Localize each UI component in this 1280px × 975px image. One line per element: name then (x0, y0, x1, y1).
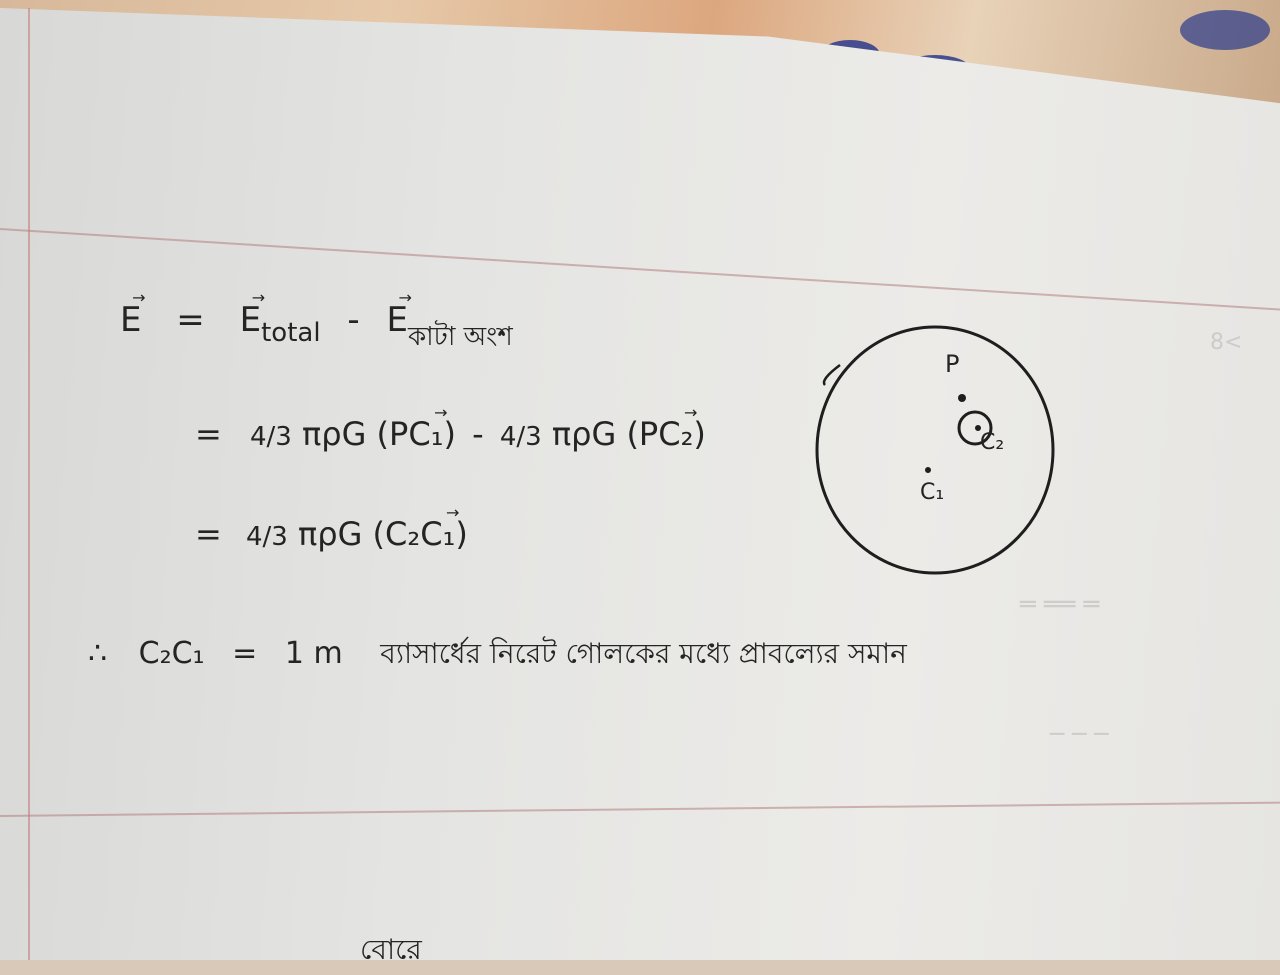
distance-value: 1 m (284, 636, 343, 671)
fraction-4-3: 4/3 (245, 522, 288, 552)
equation-line-3: = 4/3 πρG (C₂C₁ → ) (195, 503, 468, 553)
conclusion-bengali-text: ব্যাসার্ধের নিরেট গোলকের মধ্যে প্রাবল্যের সমান (380, 637, 907, 670)
label-c1: C₁ (920, 480, 945, 505)
point-p-dot (958, 394, 966, 402)
fraction-4-3: 4/3 (499, 422, 542, 452)
equals-sign: = (195, 415, 222, 453)
large-sphere-outline (817, 327, 1053, 573)
total-subscript: total (261, 318, 321, 348)
label-c2: C₂ (980, 430, 1005, 455)
bottom-partial-text: বোরে (360, 933, 422, 966)
pi-rho-g: πρG (302, 415, 367, 453)
page-margin-line (28, 8, 30, 960)
pi-rho-g: πρG (298, 515, 363, 553)
minus-sign: - (347, 300, 360, 340)
conclusion-line (88, 632, 907, 679)
equals-sign: = (176, 300, 205, 340)
pi-rho-g: πρG (551, 415, 617, 453)
vector-pc1: PC₁ → (389, 403, 448, 453)
fraction-4-3: 4/3 (249, 422, 292, 452)
sphere-diagram (800, 325, 1070, 585)
notebook-page (0, 8, 1280, 960)
equals-sign: = (195, 515, 222, 553)
sphere-sketch (800, 325, 1070, 585)
equals-sign: = (232, 636, 258, 671)
minus-sign: - (472, 415, 484, 453)
label-p: P (945, 350, 960, 378)
bleed-through-mark: ═ ══ ═ (1020, 590, 1100, 620)
vector-e-cut: E → (386, 288, 412, 340)
vector-c2c1: C₂C₁ → (385, 503, 460, 553)
c2c1-distance: C₂C₁ (138, 636, 205, 671)
cut-part-subscript: কাটা অংশ (407, 322, 513, 352)
fabric-pattern-blob (1180, 10, 1270, 50)
therefore-symbol: ∴ (88, 636, 108, 671)
vector-e: E → (120, 288, 146, 340)
equation-line-1 (120, 288, 513, 352)
bleed-through-mark: ─ ─ ─ (1050, 720, 1109, 748)
vector-e-total: E → (239, 288, 266, 340)
c1-dot (925, 467, 931, 473)
bleed-through-mark: 8< (1210, 330, 1243, 355)
equation-line-2: = 4/3 πρG (PC₁ → ) - 4/3 πρG (PC₂ → ) (195, 403, 706, 453)
vector-pc2: PC₂ → (638, 403, 698, 453)
